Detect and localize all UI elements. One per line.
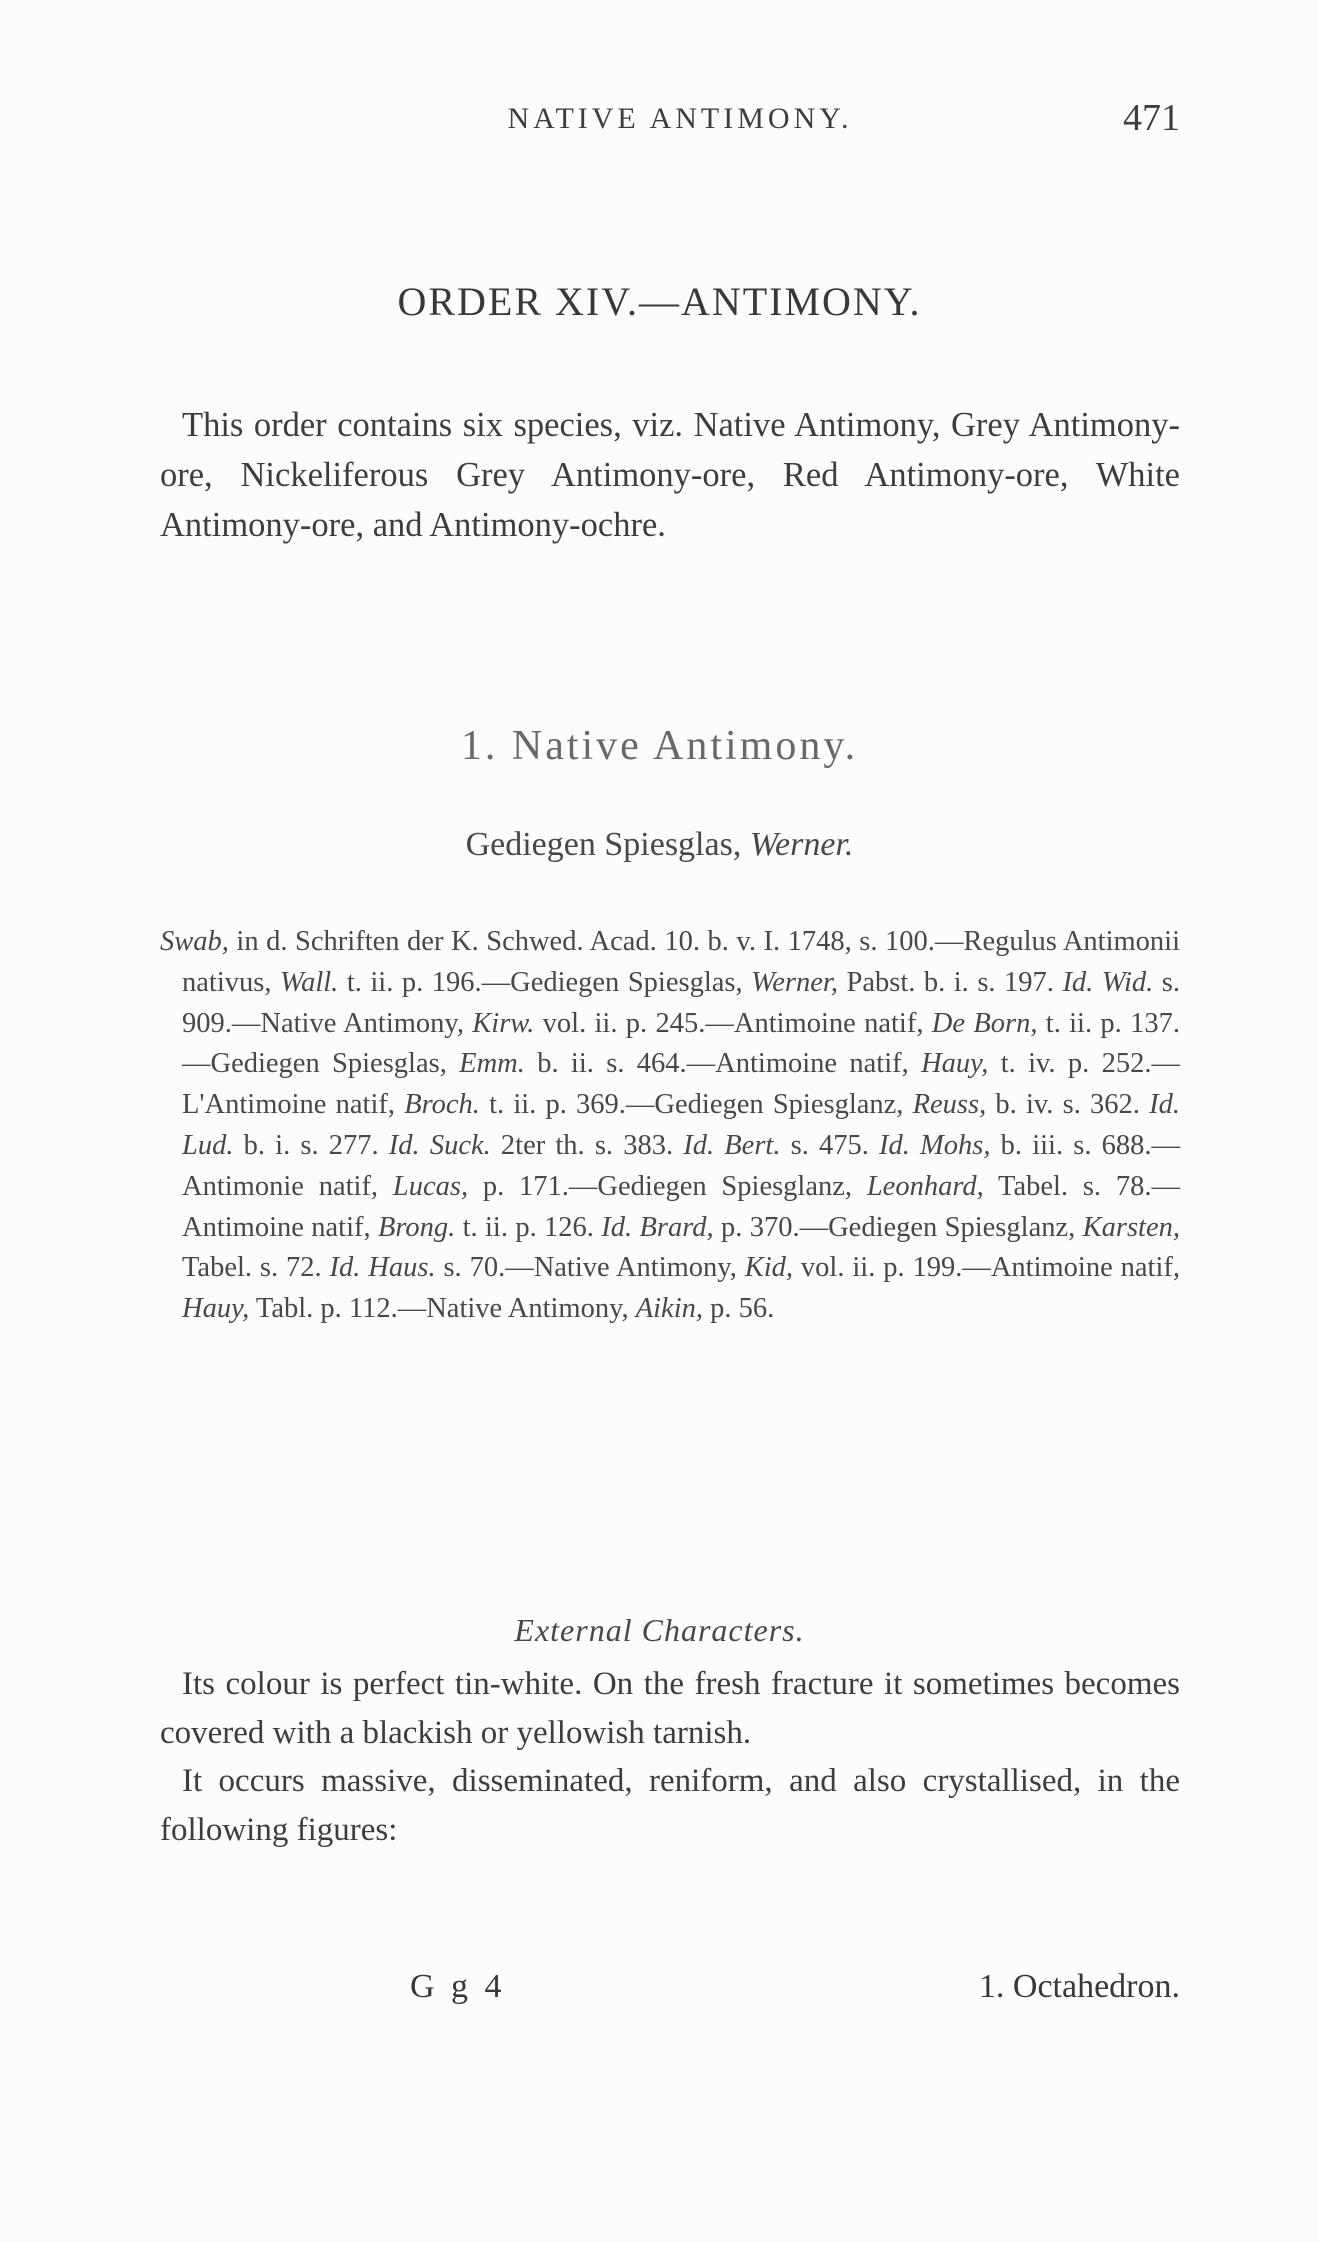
synonymy-citation: p. 370.—Gediegen Spiesglanz, [713,1211,1083,1243]
synonymy-citation: Tabel. s. 72. [182,1252,330,1284]
order-heading: ORDER XIV.—ANTIMONY. [397,279,922,324]
synonymy-author: Karsten, [1082,1211,1180,1243]
synonymy-citation: s. 909.—Native Antimony, [182,966,1181,1039]
species-heading: 1. Native Antimony. [460,723,859,769]
synonymy-citation: b. iii. s. 688.—Antimonie natif, [182,1129,1180,1202]
occurrence-paragraph: It occurs massive, disseminated, reniform, and also crystallised, in the following figures: [160,1763,1180,1848]
synonymy-citation: in d. Schriften der K. Schwed. Acad. 10. b. v. I. 1748, s. 100.—Regulus Antimonii nativus, [182,926,1180,998]
running-title: NATIVE ANTIMONY. [507,102,853,135]
synonymy-author: De Born, [931,1007,1038,1039]
synonymy-citation: s. 475. [780,1129,880,1161]
catchword: 1. Octahedron. [978,1968,1180,2005]
synonymy-citation: b. ii. s. 464.—Antimoine natif, [524,1048,922,1080]
synonymy-citation: vol. ii. p. 199.—Antimoine natif, [793,1252,1180,1284]
synonymy-author: Kirw. [472,1007,535,1039]
synonymy-citation: t. ii. p. 196.—Gediegen Spiesglas, [338,966,752,998]
synonymy-citation: t. ii. p. 137.—Gediegen Spiesglas, [182,1007,1180,1080]
synonymy-author: Id. Brard, [601,1211,714,1243]
synonymy-citation: vol. ii. p. 245.—Antimoine natif, [534,1007,932,1039]
species-subtitle [0,826,1319,864]
synonymy-citation: Tabel. s. 78.—Antimoine natif, [182,1170,1180,1243]
synonymy-author: Brong. [377,1211,456,1243]
synonymy-author: Lucas, [392,1170,469,1202]
synonymy-citation: p. 171.—Gediegen Spiesglanz, [468,1170,867,1202]
synonymy-citation: t. iv. p. 252.—L'Antimoine natif, [182,1048,1180,1121]
synonymy-author: Id. Bert. [683,1129,781,1161]
synonymy-author: Aikin, [635,1293,703,1325]
synonymy-citation: 2ter th. s. 383. [490,1129,684,1161]
order-intro [160,400,1180,550]
synonymy-author: Hauy, [921,1048,989,1080]
synonymy-author: Werner, [751,966,838,998]
synonymy-citation: s. 70.—Native Antimony, [435,1252,745,1284]
synonymy-citation: Tabl. p. 112.—Native Antimony, [249,1293,636,1325]
synonymy-author: Kid, [744,1252,794,1284]
synonymy-citation: b. i. s. 277. [233,1129,389,1161]
synonymy-citation: p. 56. [703,1293,775,1325]
synonymy-paragraph [160,922,1180,1330]
external-characters-heading: External Characters. [514,1612,805,1648]
synonymy-author: Id. Mohs, [879,1129,991,1161]
synonymy-citation: t. ii. p. 126. [455,1211,602,1243]
intro-paragraph: This order contains six species, viz. Native Antimony, Grey Antimony-ore, Nickeliferous Grey Antimony-ore, Red Antimony-ore, White Antimony-ore, and Antimony-ochre. [160,406,1180,544]
synonymy-author: Id. Wid. [1062,966,1154,998]
synonymy-citation: b. iv. s. 362. [986,1089,1150,1121]
page-footer [160,1968,1180,2018]
synonymy-author: Leonhard, [866,1170,984,1202]
colour-paragraph: Its colour is perfect tin-white. On the fresh fracture it sometimes becomes covered with a blackish or yellowish tarnish. [160,1666,1180,1751]
species-author: Werner. [749,826,854,863]
synonymy-citation: t. ii. p. 369.—Gediegen Spiesglanz, [479,1089,913,1121]
signature-mark: G g 4 [410,1968,506,2005]
synonymy-author: Wall. [279,966,339,998]
external-characters-text [160,1660,1180,1854]
synonymy-citation: Pabst. b. i. s. 197. [837,966,1063,998]
synonymy-author: Id. Suck. [388,1129,491,1161]
synonymy-author: Id. Haus. [329,1252,436,1284]
synonymy-author: Reuss, [912,1089,987,1121]
synonymy-author: Emm. [459,1048,525,1080]
synonymy-author: Hauy, [182,1293,250,1325]
species-german-name: Gediegen Spiesglas, [465,826,742,863]
synonymy-author: Swab, [160,926,229,957]
synonymy-author: Broch. [404,1089,480,1121]
page-number: 471 [1123,97,1180,139]
synonymy-author: Id. Lud. [182,1089,1180,1161]
synonymy-block [160,922,1180,1330]
running-head [160,97,1180,142]
